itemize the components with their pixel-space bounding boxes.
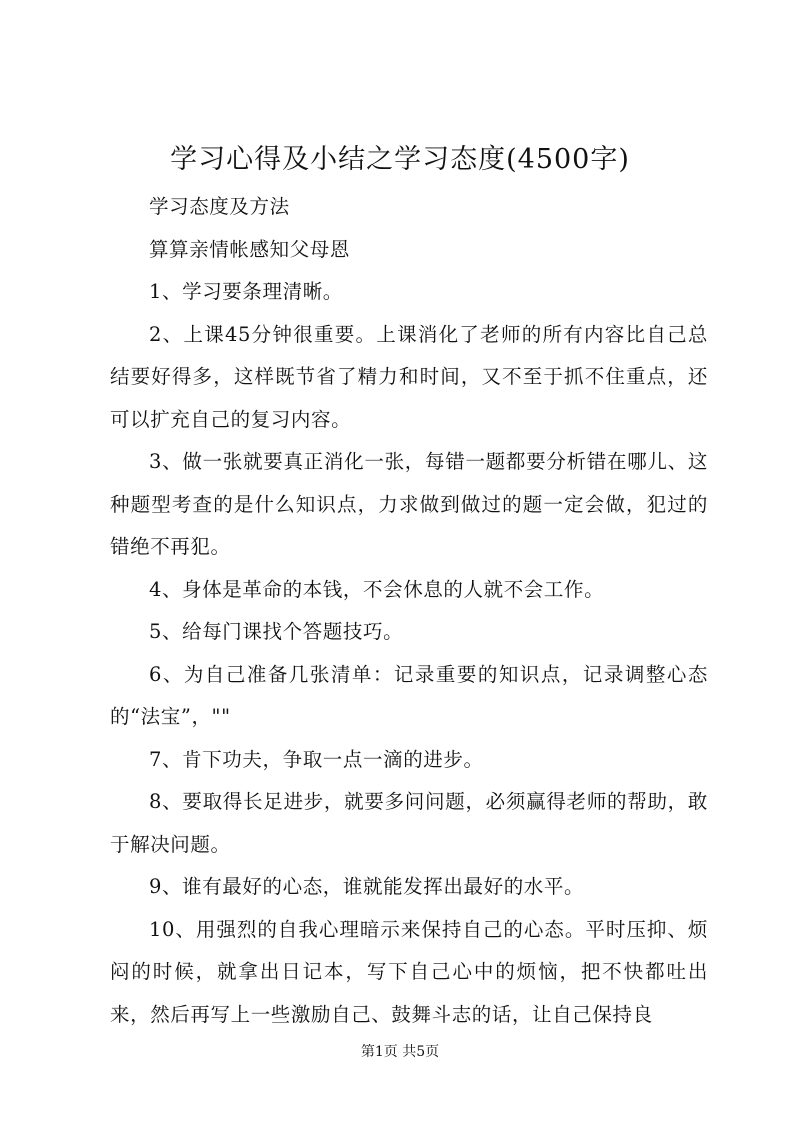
paragraph-item-1: 1、学习要条理清晰。 — [149, 280, 343, 303]
paragraph-item-3: 3、做一张就要真正消化一张，每错一题都要分析错在哪儿、这种题型考查的是什么知识点，力求做到做过的题一定会做，犯过的错绝不再犯。 — [110, 450, 708, 558]
paragraph-subtitle: 学习态度及方法 — [149, 195, 290, 218]
paragraph-subheading: 算算亲情帐感知父母恩 — [149, 237, 351, 261]
paragraph-item-4: 4、身体是革命的本钱，不会休息的人就不会工作。 — [149, 577, 605, 601]
page-footer: 第1页 共5页 — [360, 1044, 440, 1060]
paragraph-item-7: 7、肯下功夫，争取一点一滴的进步。 — [149, 747, 484, 771]
paragraph-item-2: 2、上课45分钟很重要。上课消化了老师的所有内容比自己总结要好得多，这样既节省了精力和时间，又不至于抓不住重点，还可以扩充自己的复习内容。 — [110, 322, 708, 431]
paragraph-item-5: 5、给每门课找个答题技巧。 — [149, 620, 404, 643]
paragraph-item-9: 9、谁有最好的心态，谁就能发挥出最好的水平。 — [149, 875, 585, 898]
document-title: 学习心得及小结之学习态度(4500字) — [170, 144, 630, 175]
paragraph-item-8: 8、要取得长足进步，就要多问问题，必须赢得老师的帮助，敢于解决问题。 — [110, 790, 708, 856]
paragraph-item-6: 6、为自己准备几张清单：记录重要的知识点，记录调整心态的“法宝”，"" — [110, 662, 708, 728]
paragraph-item-10: 10、用强烈的自我心理暗示来保持自己的心态。平时压抑、烦闷的时候，就拿出日记本，写下自己心中的烦恼，把不快都吐出来，然后再写上一些激励自己、鼓舞斗志的话，让自己保持良 — [110, 917, 708, 1026]
document-body — [110, 186, 708, 1036]
